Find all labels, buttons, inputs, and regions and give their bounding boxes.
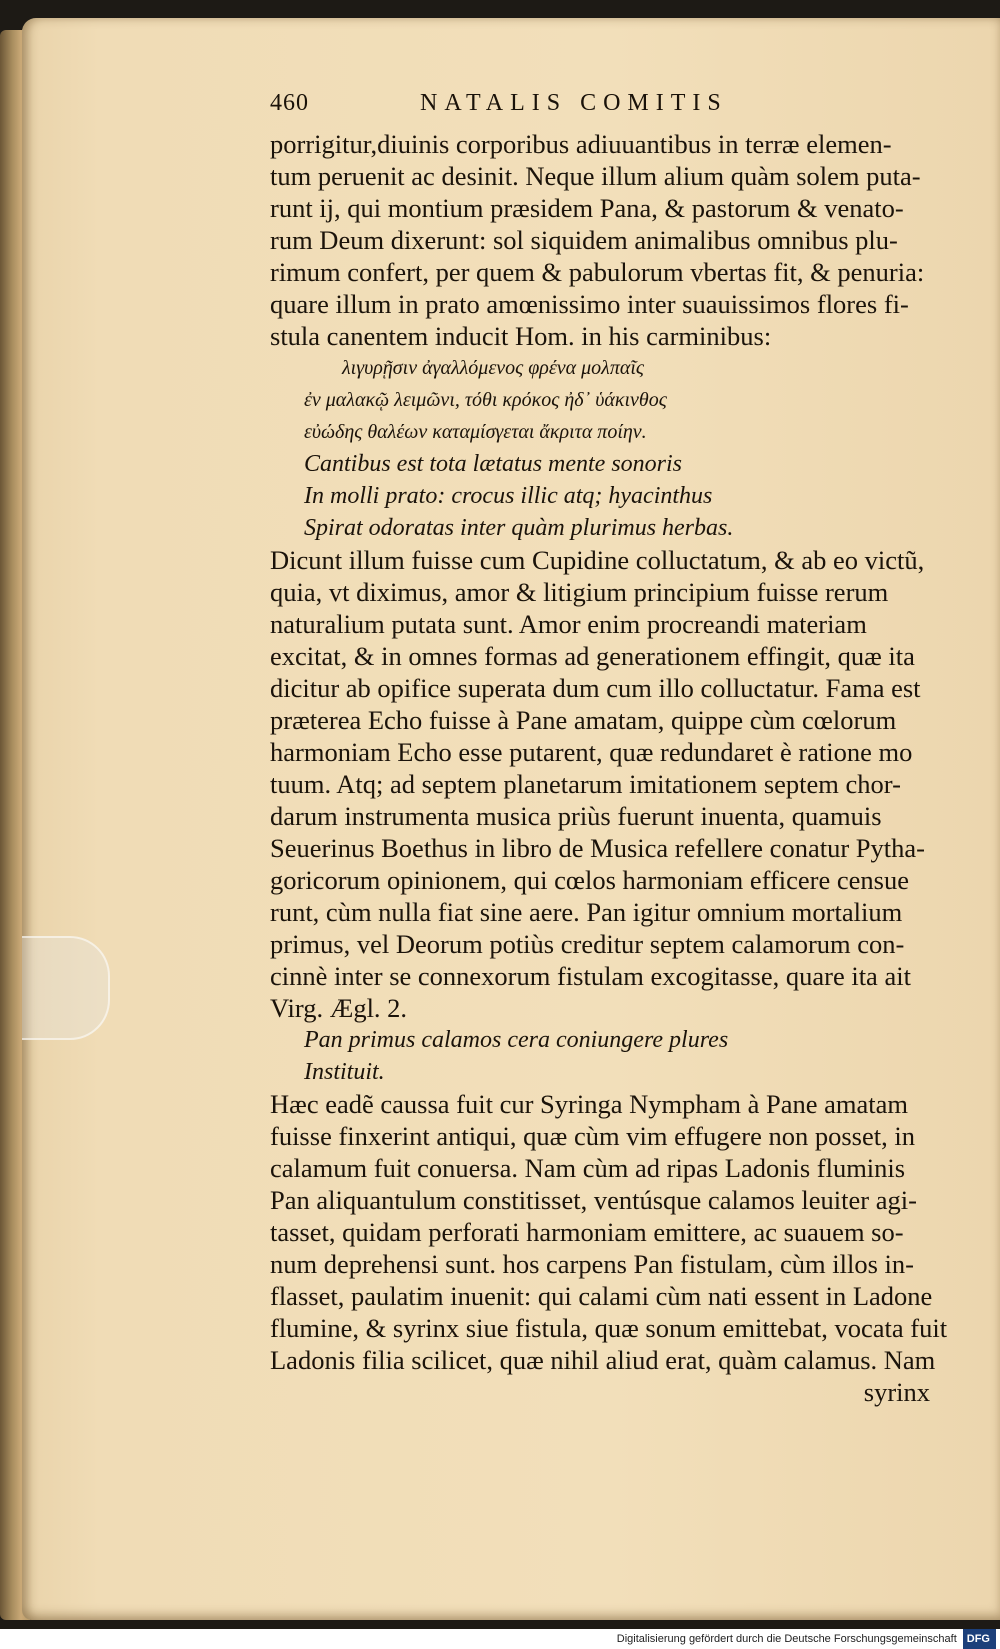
text-line: quia, vt diximus, amor & litigium principium fuisse rerum <box>270 577 889 607</box>
text-line: stula canentem inducit Hom. in his carminibus: <box>270 321 772 351</box>
text-line: syrinx <box>863 1377 930 1407</box>
text-line: Dicunt illum fuisse cum Cupidine colluctatum, & ab eo victũ, <box>270 545 925 575</box>
body-text <box>270 128 960 1408</box>
text-line: ἐν μαλακῷ λειμῶνι, τόθι κρόκος ἠδ᾽ ὑάκινθος <box>304 389 667 411</box>
text-line: rimum confert, per quem & pabulorum vbertas fit, & penuria: <box>270 257 925 287</box>
text-line: darum instrumenta musica priùs fuerunt inuenta, quamuis <box>270 801 882 831</box>
text-line: runt ij, qui montium præsidem Pana, & pastorum & venato- <box>270 193 904 223</box>
funding-credit: Digitalisierung gefördert durch die Deutsche Forschungsgemeinschaft <box>616 1633 957 1645</box>
text-line: excitat, & in omnes formas ad generationem effingit, quæ ita <box>270 641 915 671</box>
text-line: Cantibus est tota lætatus mente sonoris <box>304 451 683 477</box>
text-line: primus, vel Deorum potiùs creditur septem calamorum con- <box>270 929 905 959</box>
text-line: runt, cùm nulla fiat sine aere. Pan igitur omnium mortalium <box>270 897 903 927</box>
text-line: calamum fuit conuersa. Nam cùm ad ripas Ladonis fluminis <box>270 1153 906 1183</box>
text-line: Pan aliquantulum constitisset, ventúsque calamos leuiter agi- <box>270 1185 917 1215</box>
text-line: quare illum in prato amœnissimo inter suauissimos flores fi- <box>270 289 909 319</box>
text-line: λιγυρῇσιν ἀγαλλόμενος φρένα μολπαῖς <box>342 357 645 379</box>
text-line: flasset, paulatim inuenit: qui calami cùm nati essent in Ladone <box>270 1281 933 1311</box>
text-line: Pan primus calamos cera coniungere plures <box>304 1027 729 1053</box>
text-line: tasset, quidam perforati harmoniam emittere, ac suauem so- <box>270 1217 904 1247</box>
text-line: Spirat odoratas inter quàm plurimus herbas. <box>304 515 734 541</box>
text-line: goricorum opinionem, qui cœlos harmoniam efficere censue <box>270 865 909 895</box>
text-line: harmoniam Echo esse putarent, quæ redundaret è ratione mo <box>270 737 913 767</box>
text-line: Instituit. <box>304 1059 385 1085</box>
text-line: naturalium putata sunt. Amor enim procreandi materiam <box>270 609 867 639</box>
text-line: flumine, & syrinx siue fistula, quæ sonum emittebat, vocata fuit <box>270 1313 948 1343</box>
dfg-logo: DFG <box>963 1629 996 1649</box>
text-line: dicitur ab opifice superata dum cum illo colluctatur. Fama est <box>270 673 921 703</box>
text-line: porrigitur,diuinis corporibus adiuuantibus in terræ elemen- <box>270 129 892 159</box>
page-number: 460 <box>270 90 309 116</box>
text-line: In molli prato: crocus illic atq; hyacinthus <box>304 483 713 509</box>
text-line: tuum. Atq; ad septem planetarum imitationem septem chor- <box>270 769 901 799</box>
text-line: Ladonis filia scilicet, quæ nihil aliud erat, quàm calamus. Nam <box>270 1345 936 1375</box>
text-line: rum Deum dixerunt: sol siquidem animalibus omnibus plu- <box>270 225 898 255</box>
text-line: Hæc eadẽ caussa fuit cur Syringa Nympham à Pane amatam <box>270 1089 908 1119</box>
text-line: εὐώδης θαλέων καταμίσγεται ἄκριτα ποίην. <box>304 421 647 443</box>
text-line: num deprehensi sunt. hos carpens Pan fistulam, cùm illos in- <box>270 1249 914 1279</box>
footer-bar <box>0 1629 1000 1649</box>
running-head: NATALIS COMITIS <box>420 90 728 116</box>
text-line: fuisse finxerint antiqui, quæ cùm vim effugere non posset, in <box>270 1121 915 1151</box>
page-clip <box>22 936 110 1040</box>
text-line: præterea Echo fuisse à Pane amatam, quippe cùm cœlorum <box>270 705 897 735</box>
text-line: tum peruenit ac desinit. Neque illum alium quàm solem puta- <box>270 161 921 191</box>
text-line: Seuerinus Boethus in libro de Musica refellere conatur Pytha- <box>270 833 925 863</box>
text-line: cinnè inter se connexorum fistulam excogitasse, quare ita ait <box>270 961 911 991</box>
text-line: Virg. Ægl. 2. <box>270 993 408 1023</box>
